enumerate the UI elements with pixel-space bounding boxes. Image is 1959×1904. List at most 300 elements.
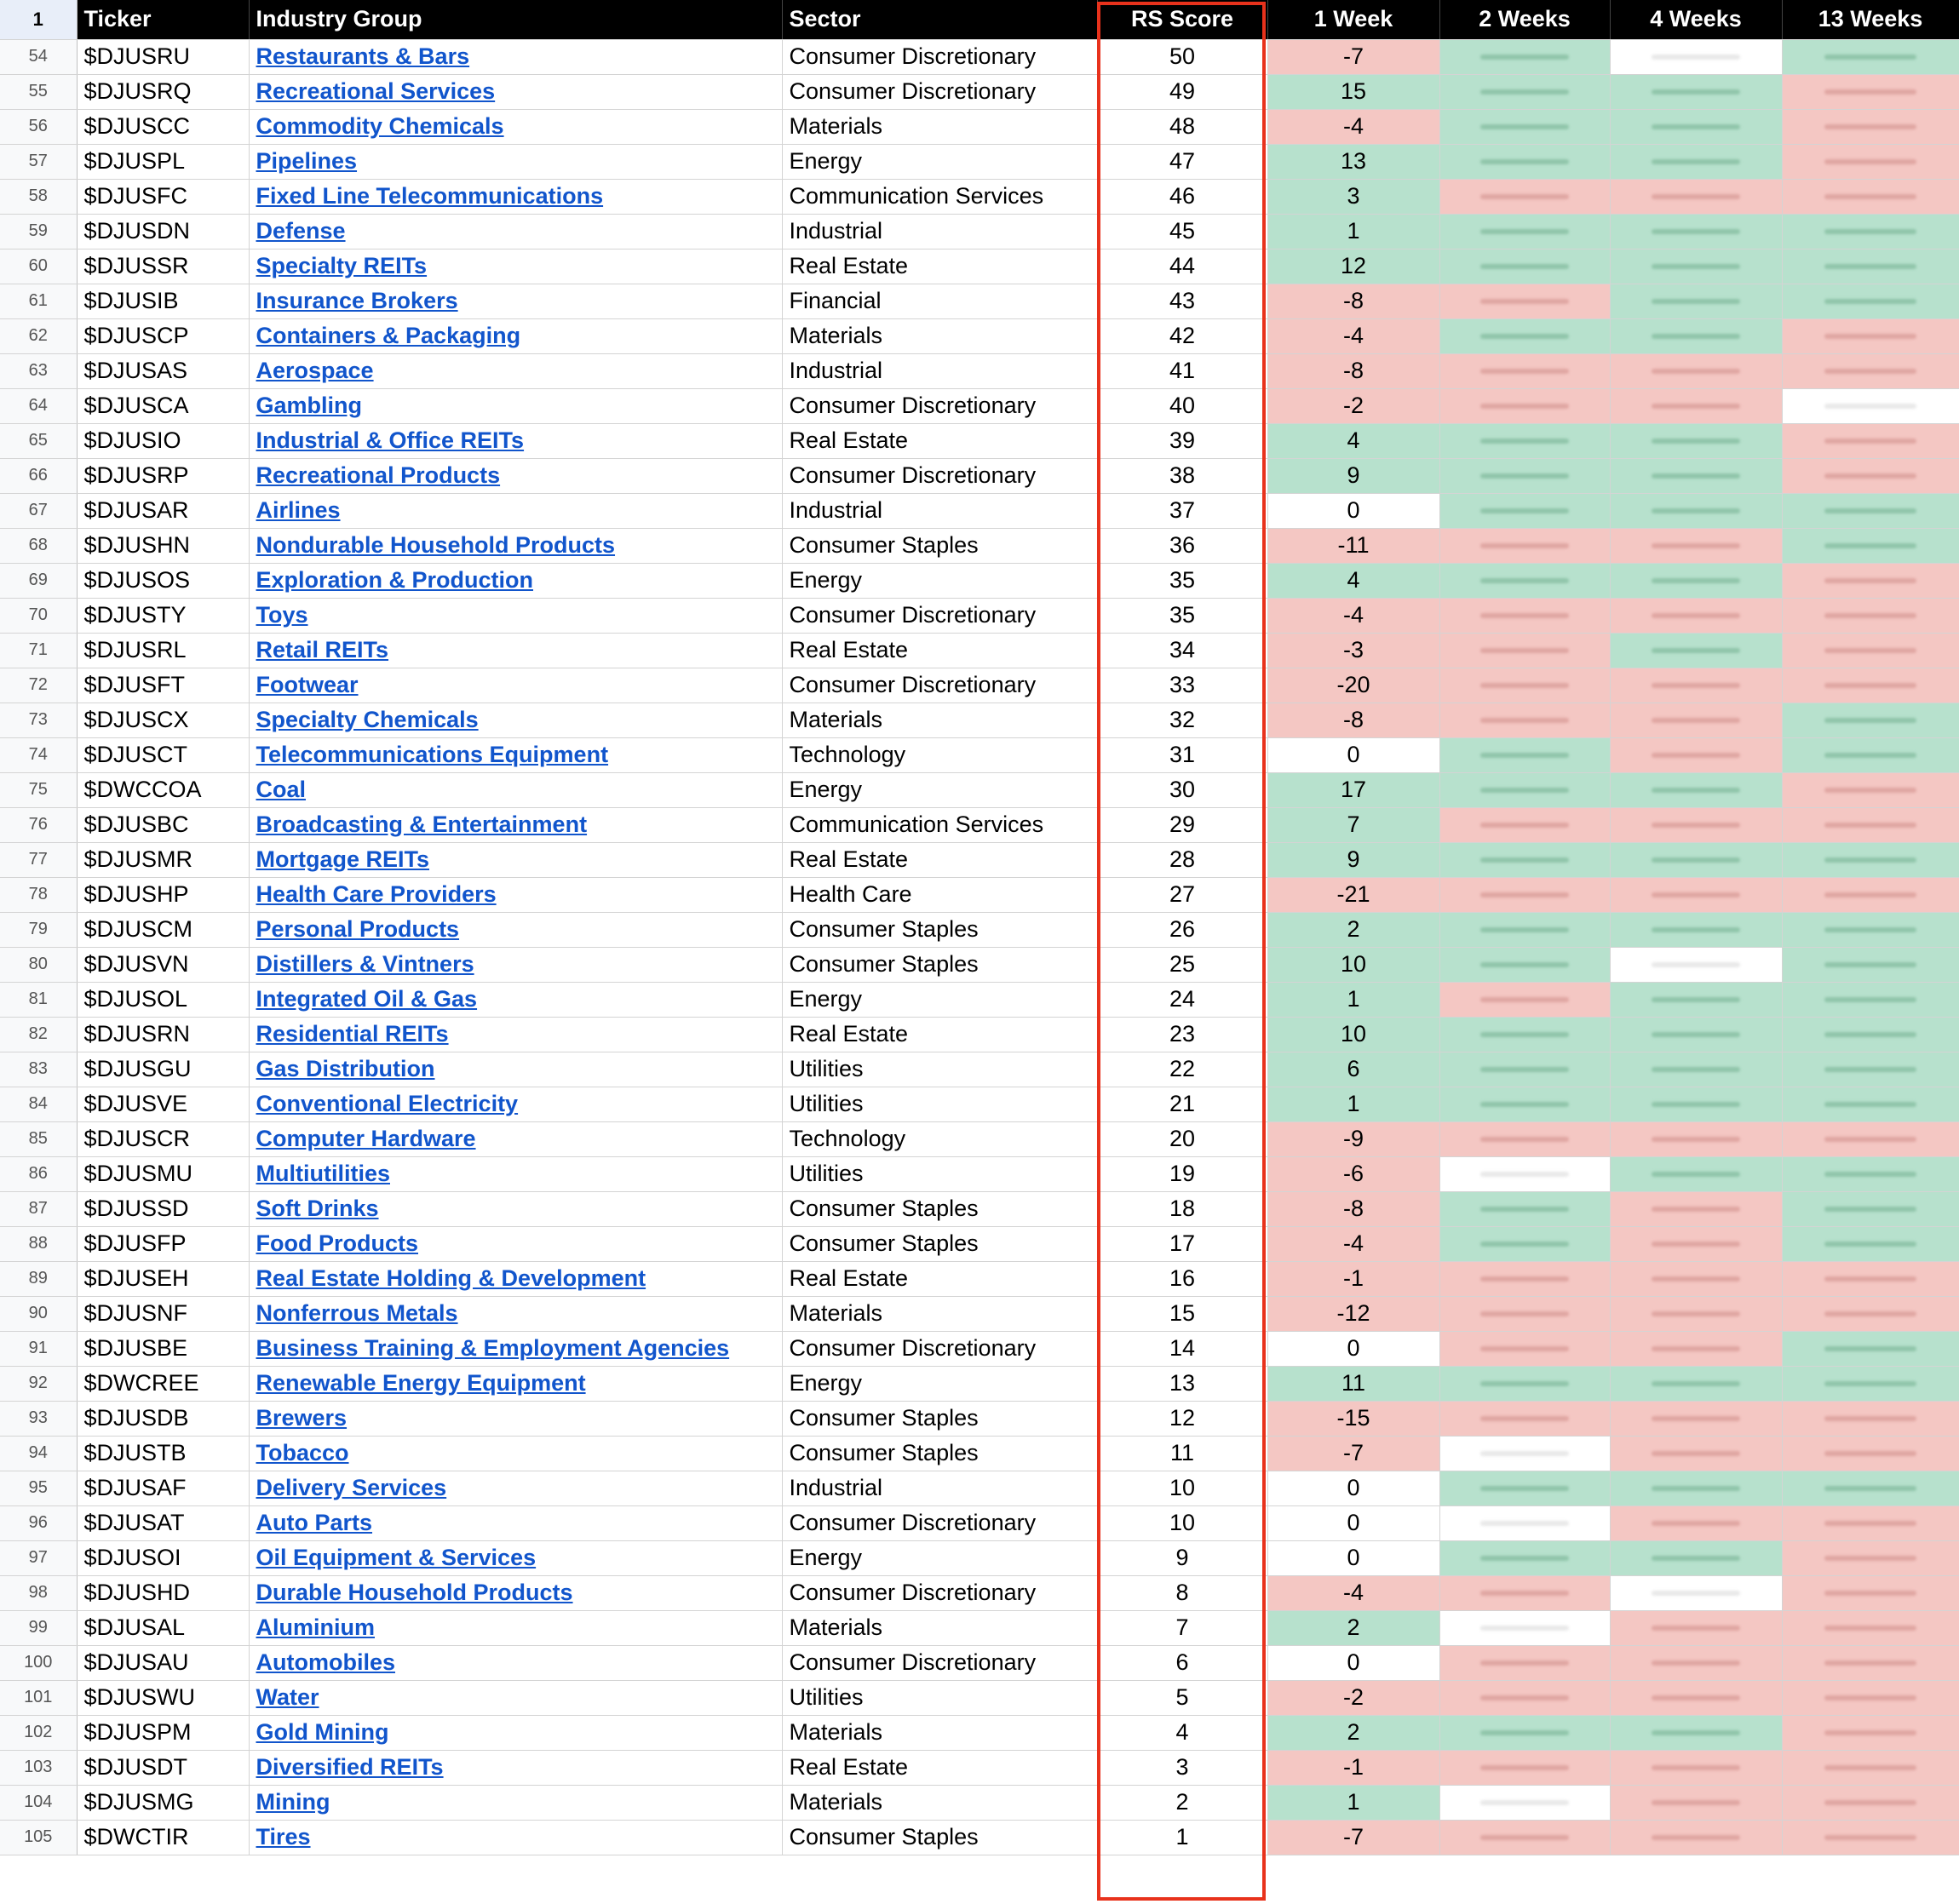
row-number[interactable]: 74 bbox=[0, 737, 77, 772]
industry-group-cell[interactable] bbox=[249, 179, 782, 214]
row-number[interactable]: 87 bbox=[0, 1191, 77, 1226]
sector-cell[interactable]: Energy bbox=[782, 1540, 1097, 1575]
industry-group-cell[interactable] bbox=[249, 74, 782, 109]
one-week-change-cell[interactable]: -3 bbox=[1267, 633, 1439, 668]
one-week-change-cell[interactable]: -7 bbox=[1267, 39, 1439, 74]
rs-score-cell[interactable]: 28 bbox=[1097, 842, 1267, 877]
sector-cell[interactable]: Real Estate bbox=[782, 1750, 1097, 1785]
ticker-cell[interactable]: $DJUSAL bbox=[77, 1610, 249, 1645]
industry-group-link[interactable]: Tires bbox=[256, 1824, 311, 1850]
sector-cell[interactable]: Materials bbox=[782, 703, 1097, 737]
row-number[interactable]: 66 bbox=[0, 458, 77, 493]
row-number[interactable]: 70 bbox=[0, 598, 77, 633]
ticker-cell[interactable]: $DJUSFC bbox=[77, 179, 249, 214]
sector-cell[interactable]: Health Care bbox=[782, 877, 1097, 912]
row-number[interactable]: 62 bbox=[0, 318, 77, 353]
two-week-redacted-cell[interactable] bbox=[1439, 598, 1610, 633]
industry-group-link[interactable]: Specialty Chemicals bbox=[256, 707, 479, 732]
industry-group-link[interactable]: Computer Hardware bbox=[256, 1126, 476, 1151]
ticker-cell[interactable]: $DJUSCA bbox=[77, 388, 249, 423]
row-number[interactable]: 69 bbox=[0, 563, 77, 598]
thirteen-week-redacted-cell[interactable] bbox=[1782, 1575, 1959, 1610]
two-week-redacted-cell[interactable] bbox=[1439, 563, 1610, 598]
column-header-industry-group[interactable]: Industry Group bbox=[249, 0, 782, 39]
two-week-redacted-cell[interactable] bbox=[1439, 1121, 1610, 1156]
ticker-cell[interactable]: $DJUSDT bbox=[77, 1750, 249, 1785]
industry-group-link[interactable]: Brewers bbox=[256, 1405, 348, 1431]
thirteen-week-redacted-cell[interactable] bbox=[1782, 633, 1959, 668]
industry-group-link[interactable]: Footwear bbox=[256, 672, 359, 697]
thirteen-week-redacted-cell[interactable] bbox=[1782, 284, 1959, 318]
sector-cell[interactable]: Real Estate bbox=[782, 842, 1097, 877]
industry-group-cell[interactable] bbox=[249, 144, 782, 179]
two-week-redacted-cell[interactable] bbox=[1439, 74, 1610, 109]
four-week-redacted-cell[interactable] bbox=[1610, 633, 1782, 668]
one-week-change-cell[interactable]: 1 bbox=[1267, 1785, 1439, 1820]
four-week-redacted-cell[interactable] bbox=[1610, 982, 1782, 1017]
industry-group-link[interactable]: Insurance Brokers bbox=[256, 288, 458, 313]
rs-score-cell[interactable]: 11 bbox=[1097, 1436, 1267, 1471]
two-week-redacted-cell[interactable] bbox=[1439, 1261, 1610, 1296]
industry-group-cell[interactable] bbox=[249, 109, 782, 144]
two-week-redacted-cell[interactable] bbox=[1439, 179, 1610, 214]
rs-score-cell[interactable]: 14 bbox=[1097, 1331, 1267, 1366]
thirteen-week-redacted-cell[interactable] bbox=[1782, 947, 1959, 982]
four-week-redacted-cell[interactable] bbox=[1610, 1296, 1782, 1331]
two-week-redacted-cell[interactable] bbox=[1439, 877, 1610, 912]
sector-cell[interactable]: Materials bbox=[782, 1296, 1097, 1331]
industry-group-cell[interactable] bbox=[249, 1121, 782, 1156]
thirteen-week-redacted-cell[interactable] bbox=[1782, 1226, 1959, 1261]
industry-group-link[interactable]: Nonferrous Metals bbox=[256, 1300, 458, 1326]
industry-group-link[interactable]: Delivery Services bbox=[256, 1475, 447, 1500]
one-week-change-cell[interactable]: -8 bbox=[1267, 353, 1439, 388]
rs-score-cell[interactable]: 18 bbox=[1097, 1191, 1267, 1226]
rs-score-cell[interactable]: 36 bbox=[1097, 528, 1267, 563]
row-number[interactable]: 86 bbox=[0, 1156, 77, 1191]
industry-group-link[interactable]: Oil Equipment & Services bbox=[256, 1545, 537, 1570]
four-week-redacted-cell[interactable] bbox=[1610, 1331, 1782, 1366]
ticker-cell[interactable]: $DJUSMR bbox=[77, 842, 249, 877]
rs-score-cell[interactable]: 23 bbox=[1097, 1017, 1267, 1052]
rs-score-cell[interactable]: 3 bbox=[1097, 1750, 1267, 1785]
four-week-redacted-cell[interactable] bbox=[1610, 1052, 1782, 1087]
industry-group-link[interactable]: Multiutilities bbox=[256, 1161, 390, 1186]
thirteen-week-redacted-cell[interactable] bbox=[1782, 598, 1959, 633]
rs-score-cell[interactable]: 43 bbox=[1097, 284, 1267, 318]
one-week-change-cell[interactable]: 6 bbox=[1267, 1052, 1439, 1087]
one-week-change-cell[interactable]: 1 bbox=[1267, 982, 1439, 1017]
rs-score-cell[interactable]: 48 bbox=[1097, 109, 1267, 144]
row-number[interactable]: 92 bbox=[0, 1366, 77, 1401]
two-week-redacted-cell[interactable] bbox=[1439, 214, 1610, 249]
four-week-redacted-cell[interactable] bbox=[1610, 528, 1782, 563]
sector-cell[interactable]: Real Estate bbox=[782, 633, 1097, 668]
thirteen-week-redacted-cell[interactable] bbox=[1782, 1261, 1959, 1296]
row-number[interactable]: 101 bbox=[0, 1680, 77, 1715]
two-week-redacted-cell[interactable] bbox=[1439, 1156, 1610, 1191]
two-week-redacted-cell[interactable] bbox=[1439, 1820, 1610, 1855]
two-week-redacted-cell[interactable] bbox=[1439, 633, 1610, 668]
four-week-redacted-cell[interactable] bbox=[1610, 1715, 1782, 1750]
ticker-cell[interactable]: $DJUSTB bbox=[77, 1436, 249, 1471]
one-week-change-cell[interactable]: 10 bbox=[1267, 947, 1439, 982]
industry-group-link[interactable]: Commodity Chemicals bbox=[256, 113, 504, 139]
row-number[interactable]: 97 bbox=[0, 1540, 77, 1575]
row-number[interactable]: 103 bbox=[0, 1750, 77, 1785]
industry-group-cell[interactable] bbox=[249, 772, 782, 807]
two-week-redacted-cell[interactable] bbox=[1439, 1471, 1610, 1505]
four-week-redacted-cell[interactable] bbox=[1610, 1087, 1782, 1121]
thirteen-week-redacted-cell[interactable] bbox=[1782, 388, 1959, 423]
four-week-redacted-cell[interactable] bbox=[1610, 458, 1782, 493]
two-week-redacted-cell[interactable] bbox=[1439, 1401, 1610, 1436]
thirteen-week-redacted-cell[interactable] bbox=[1782, 1785, 1959, 1820]
industry-group-cell[interactable] bbox=[249, 633, 782, 668]
column-header-2-weeks[interactable]: 2 Weeks bbox=[1439, 0, 1610, 39]
industry-group-link[interactable]: Mortgage REITs bbox=[256, 846, 430, 872]
one-week-change-cell[interactable]: -8 bbox=[1267, 1191, 1439, 1226]
rs-score-cell[interactable]: 46 bbox=[1097, 179, 1267, 214]
rs-score-cell[interactable]: 16 bbox=[1097, 1261, 1267, 1296]
industry-group-link[interactable]: Airlines bbox=[256, 497, 341, 523]
industry-group-link[interactable]: Restaurants & Bars bbox=[256, 43, 470, 69]
industry-group-cell[interactable] bbox=[249, 353, 782, 388]
rs-score-cell[interactable]: 32 bbox=[1097, 703, 1267, 737]
rs-score-cell[interactable]: 22 bbox=[1097, 1052, 1267, 1087]
thirteen-week-redacted-cell[interactable] bbox=[1782, 1715, 1959, 1750]
one-week-change-cell[interactable]: -8 bbox=[1267, 284, 1439, 318]
ticker-cell[interactable]: $DJUSCC bbox=[77, 109, 249, 144]
sector-cell[interactable]: Energy bbox=[782, 982, 1097, 1017]
four-week-redacted-cell[interactable] bbox=[1610, 1226, 1782, 1261]
industry-group-cell[interactable] bbox=[249, 1540, 782, 1575]
one-week-change-cell[interactable]: 1 bbox=[1267, 214, 1439, 249]
ticker-cell[interactable]: $DJUSCR bbox=[77, 1121, 249, 1156]
sector-cell[interactable]: Real Estate bbox=[782, 1261, 1097, 1296]
sector-cell[interactable]: Consumer Staples bbox=[782, 1226, 1097, 1261]
ticker-cell[interactable]: $DJUSBE bbox=[77, 1331, 249, 1366]
four-week-redacted-cell[interactable] bbox=[1610, 877, 1782, 912]
two-week-redacted-cell[interactable] bbox=[1439, 772, 1610, 807]
four-week-redacted-cell[interactable] bbox=[1610, 39, 1782, 74]
industry-group-link[interactable]: Pipelines bbox=[256, 148, 358, 174]
column-header-4-weeks[interactable]: 4 Weeks bbox=[1610, 0, 1782, 39]
industry-group-cell[interactable] bbox=[249, 1261, 782, 1296]
one-week-change-cell[interactable]: -4 bbox=[1267, 598, 1439, 633]
two-week-redacted-cell[interactable] bbox=[1439, 1331, 1610, 1366]
industry-group-link[interactable]: Diversified REITs bbox=[256, 1754, 444, 1780]
sector-cell[interactable]: Technology bbox=[782, 1121, 1097, 1156]
ticker-cell[interactable]: $DJUSSR bbox=[77, 249, 249, 284]
column-header-sector[interactable]: Sector bbox=[782, 0, 1097, 39]
industry-group-cell[interactable] bbox=[249, 388, 782, 423]
sector-cell[interactable]: Communication Services bbox=[782, 179, 1097, 214]
one-week-change-cell[interactable]: -8 bbox=[1267, 703, 1439, 737]
rs-score-cell[interactable]: 9 bbox=[1097, 1540, 1267, 1575]
ticker-cell[interactable]: $DJUSCT bbox=[77, 737, 249, 772]
two-week-redacted-cell[interactable] bbox=[1439, 1610, 1610, 1645]
ticker-cell[interactable]: $DJUSOI bbox=[77, 1540, 249, 1575]
rs-score-cell[interactable]: 30 bbox=[1097, 772, 1267, 807]
sector-cell[interactable]: Consumer Staples bbox=[782, 912, 1097, 947]
row-number[interactable]: 85 bbox=[0, 1121, 77, 1156]
ticker-cell[interactable]: $DJUSGU bbox=[77, 1052, 249, 1087]
row-number[interactable]: 54 bbox=[0, 39, 77, 74]
sector-cell[interactable]: Utilities bbox=[782, 1156, 1097, 1191]
four-week-redacted-cell[interactable] bbox=[1610, 179, 1782, 214]
industry-group-link[interactable]: Distillers & Vintners bbox=[256, 951, 474, 977]
industry-group-link[interactable]: Containers & Packaging bbox=[256, 323, 521, 348]
sector-cell[interactable]: Industrial bbox=[782, 214, 1097, 249]
rs-score-cell[interactable]: 45 bbox=[1097, 214, 1267, 249]
thirteen-week-redacted-cell[interactable] bbox=[1782, 737, 1959, 772]
sector-cell[interactable]: Real Estate bbox=[782, 423, 1097, 458]
ticker-cell[interactable]: $DJUSCX bbox=[77, 703, 249, 737]
two-week-redacted-cell[interactable] bbox=[1439, 1052, 1610, 1087]
row-number[interactable]: 61 bbox=[0, 284, 77, 318]
industry-group-link[interactable]: Fixed Line Telecommunications bbox=[256, 183, 604, 209]
row-number[interactable]: 88 bbox=[0, 1226, 77, 1261]
industry-group-cell[interactable] bbox=[249, 1087, 782, 1121]
rs-score-cell[interactable]: 10 bbox=[1097, 1505, 1267, 1540]
ticker-cell[interactable]: $DWCREE bbox=[77, 1366, 249, 1401]
two-week-redacted-cell[interactable] bbox=[1439, 737, 1610, 772]
two-week-redacted-cell[interactable] bbox=[1439, 353, 1610, 388]
one-week-change-cell[interactable]: -6 bbox=[1267, 1156, 1439, 1191]
ticker-cell[interactable]: $DJUSOL bbox=[77, 982, 249, 1017]
row-number[interactable]: 71 bbox=[0, 633, 77, 668]
one-week-change-cell[interactable]: -4 bbox=[1267, 1226, 1439, 1261]
row-number[interactable]: 72 bbox=[0, 668, 77, 703]
one-week-change-cell[interactable]: 12 bbox=[1267, 249, 1439, 284]
ticker-cell[interactable]: $DJUSRU bbox=[77, 39, 249, 74]
thirteen-week-redacted-cell[interactable] bbox=[1782, 842, 1959, 877]
industry-group-cell[interactable] bbox=[249, 1401, 782, 1436]
thirteen-week-redacted-cell[interactable] bbox=[1782, 1436, 1959, 1471]
thirteen-week-redacted-cell[interactable] bbox=[1782, 318, 1959, 353]
one-week-change-cell[interactable]: 0 bbox=[1267, 493, 1439, 528]
rs-score-cell[interactable]: 6 bbox=[1097, 1645, 1267, 1680]
ticker-cell[interactable]: $DJUSVE bbox=[77, 1087, 249, 1121]
column-header-1-week[interactable]: 1 Week bbox=[1267, 0, 1439, 39]
one-week-change-cell[interactable]: 0 bbox=[1267, 1505, 1439, 1540]
thirteen-week-redacted-cell[interactable] bbox=[1782, 807, 1959, 842]
sector-cell[interactable]: Financial bbox=[782, 284, 1097, 318]
rs-score-cell[interactable]: 50 bbox=[1097, 39, 1267, 74]
two-week-redacted-cell[interactable] bbox=[1439, 1366, 1610, 1401]
row-number[interactable]: 100 bbox=[0, 1645, 77, 1680]
industry-group-link[interactable]: Water bbox=[256, 1684, 319, 1710]
thirteen-week-redacted-cell[interactable] bbox=[1782, 1680, 1959, 1715]
one-week-change-cell[interactable]: 0 bbox=[1267, 1331, 1439, 1366]
four-week-redacted-cell[interactable] bbox=[1610, 807, 1782, 842]
industry-group-cell[interactable] bbox=[249, 842, 782, 877]
rs-score-cell[interactable]: 8 bbox=[1097, 1575, 1267, 1610]
industry-group-cell[interactable] bbox=[249, 249, 782, 284]
two-week-redacted-cell[interactable] bbox=[1439, 528, 1610, 563]
row-number[interactable]: 73 bbox=[0, 703, 77, 737]
row-number[interactable]: 104 bbox=[0, 1785, 77, 1820]
ticker-cell[interactable]: $DJUSOS bbox=[77, 563, 249, 598]
rs-score-cell[interactable]: 31 bbox=[1097, 737, 1267, 772]
four-week-redacted-cell[interactable] bbox=[1610, 1401, 1782, 1436]
four-week-redacted-cell[interactable] bbox=[1610, 1505, 1782, 1540]
two-week-redacted-cell[interactable] bbox=[1439, 1191, 1610, 1226]
sector-cell[interactable]: Consumer Staples bbox=[782, 947, 1097, 982]
column-header-ticker[interactable]: Ticker bbox=[77, 0, 249, 39]
thirteen-week-redacted-cell[interactable] bbox=[1782, 1191, 1959, 1226]
row-number[interactable]: 79 bbox=[0, 912, 77, 947]
sector-cell[interactable]: Materials bbox=[782, 318, 1097, 353]
ticker-cell[interactable]: $DJUSFT bbox=[77, 668, 249, 703]
sector-cell[interactable]: Consumer Discretionary bbox=[782, 458, 1097, 493]
industry-group-cell[interactable] bbox=[249, 1366, 782, 1401]
ticker-cell[interactable]: $DJUSRP bbox=[77, 458, 249, 493]
ticker-cell[interactable]: $DJUSFP bbox=[77, 1226, 249, 1261]
ticker-cell[interactable]: $DJUSIB bbox=[77, 284, 249, 318]
ticker-cell[interactable]: $DJUSEH bbox=[77, 1261, 249, 1296]
two-week-redacted-cell[interactable] bbox=[1439, 109, 1610, 144]
sector-cell[interactable]: Materials bbox=[782, 1785, 1097, 1820]
sector-cell[interactable]: Real Estate bbox=[782, 249, 1097, 284]
four-week-redacted-cell[interactable] bbox=[1610, 1017, 1782, 1052]
rs-score-cell[interactable]: 13 bbox=[1097, 1366, 1267, 1401]
sector-cell[interactable]: Industrial bbox=[782, 1471, 1097, 1505]
row-number[interactable]: 75 bbox=[0, 772, 77, 807]
four-week-redacted-cell[interactable] bbox=[1610, 842, 1782, 877]
four-week-redacted-cell[interactable] bbox=[1610, 74, 1782, 109]
thirteen-week-redacted-cell[interactable] bbox=[1782, 249, 1959, 284]
industry-group-link[interactable]: Soft Drinks bbox=[256, 1196, 379, 1221]
one-week-change-cell[interactable]: 1 bbox=[1267, 1087, 1439, 1121]
sector-cell[interactable]: Industrial bbox=[782, 353, 1097, 388]
sector-cell[interactable]: Energy bbox=[782, 563, 1097, 598]
sector-cell[interactable]: Consumer Discretionary bbox=[782, 388, 1097, 423]
one-week-change-cell[interactable]: 17 bbox=[1267, 772, 1439, 807]
row-number[interactable]: 91 bbox=[0, 1331, 77, 1366]
sector-cell[interactable]: Consumer Staples bbox=[782, 1401, 1097, 1436]
industry-group-cell[interactable] bbox=[249, 1226, 782, 1261]
row-number[interactable]: 64 bbox=[0, 388, 77, 423]
one-week-change-cell[interactable]: -15 bbox=[1267, 1401, 1439, 1436]
row-number[interactable]: 94 bbox=[0, 1436, 77, 1471]
sector-cell[interactable]: Materials bbox=[782, 1610, 1097, 1645]
four-week-redacted-cell[interactable] bbox=[1610, 598, 1782, 633]
two-week-redacted-cell[interactable] bbox=[1439, 318, 1610, 353]
one-week-change-cell[interactable]: 9 bbox=[1267, 458, 1439, 493]
industry-group-cell[interactable] bbox=[249, 458, 782, 493]
thirteen-week-redacted-cell[interactable] bbox=[1782, 109, 1959, 144]
industry-group-link[interactable]: Integrated Oil & Gas bbox=[256, 986, 478, 1012]
thirteen-week-redacted-cell[interactable] bbox=[1782, 1296, 1959, 1331]
two-week-redacted-cell[interactable] bbox=[1439, 284, 1610, 318]
thirteen-week-redacted-cell[interactable] bbox=[1782, 458, 1959, 493]
industry-group-link[interactable]: Mining bbox=[256, 1789, 330, 1815]
sector-cell[interactable]: Consumer Discretionary bbox=[782, 598, 1097, 633]
two-week-redacted-cell[interactable] bbox=[1439, 39, 1610, 74]
two-week-redacted-cell[interactable] bbox=[1439, 1750, 1610, 1785]
row-number[interactable]: 55 bbox=[0, 74, 77, 109]
industry-group-cell[interactable] bbox=[249, 947, 782, 982]
sector-cell[interactable]: Consumer Discretionary bbox=[782, 1645, 1097, 1680]
rs-score-cell[interactable]: 39 bbox=[1097, 423, 1267, 458]
two-week-redacted-cell[interactable] bbox=[1439, 1715, 1610, 1750]
one-week-change-cell[interactable]: -20 bbox=[1267, 668, 1439, 703]
row-number[interactable]: 76 bbox=[0, 807, 77, 842]
two-week-redacted-cell[interactable] bbox=[1439, 423, 1610, 458]
sector-cell[interactable]: Consumer Staples bbox=[782, 1191, 1097, 1226]
industry-group-link[interactable]: Tobacco bbox=[256, 1440, 349, 1465]
rs-score-cell[interactable]: 15 bbox=[1097, 1296, 1267, 1331]
one-week-change-cell[interactable]: 0 bbox=[1267, 1645, 1439, 1680]
industry-group-link[interactable]: Retail REITs bbox=[256, 637, 389, 662]
row-number[interactable]: 81 bbox=[0, 982, 77, 1017]
industry-group-cell[interactable] bbox=[249, 1750, 782, 1785]
ticker-cell[interactable]: $DJUSCP bbox=[77, 318, 249, 353]
thirteen-week-redacted-cell[interactable] bbox=[1782, 1052, 1959, 1087]
industry-group-link[interactable]: Personal Products bbox=[256, 916, 460, 942]
industry-group-cell[interactable] bbox=[249, 214, 782, 249]
industry-group-link[interactable]: Exploration & Production bbox=[256, 567, 534, 593]
four-week-redacted-cell[interactable] bbox=[1610, 1191, 1782, 1226]
ticker-cell[interactable]: $DJUSDB bbox=[77, 1401, 249, 1436]
ticker-cell[interactable]: $DJUSAT bbox=[77, 1505, 249, 1540]
industry-group-cell[interactable] bbox=[249, 39, 782, 74]
four-week-redacted-cell[interactable] bbox=[1610, 703, 1782, 737]
ticker-cell[interactable]: $DJUSDN bbox=[77, 214, 249, 249]
ticker-cell[interactable]: $DJUSAF bbox=[77, 1471, 249, 1505]
row-number[interactable]: 68 bbox=[0, 528, 77, 563]
industry-group-cell[interactable] bbox=[249, 1156, 782, 1191]
ticker-cell[interactable]: $DJUSRN bbox=[77, 1017, 249, 1052]
thirteen-week-redacted-cell[interactable] bbox=[1782, 982, 1959, 1017]
row-number-header[interactable]: 1 bbox=[0, 0, 77, 39]
industry-group-link[interactable]: Toys bbox=[256, 602, 308, 628]
industry-group-cell[interactable] bbox=[249, 668, 782, 703]
one-week-change-cell[interactable]: -1 bbox=[1267, 1261, 1439, 1296]
one-week-change-cell[interactable]: 9 bbox=[1267, 842, 1439, 877]
row-number[interactable]: 83 bbox=[0, 1052, 77, 1087]
four-week-redacted-cell[interactable] bbox=[1610, 493, 1782, 528]
industry-group-cell[interactable] bbox=[249, 493, 782, 528]
industry-group-cell[interactable] bbox=[249, 563, 782, 598]
industry-group-link[interactable]: Nondurable Household Products bbox=[256, 532, 616, 558]
ticker-cell[interactable]: $DJUSVN bbox=[77, 947, 249, 982]
thirteen-week-redacted-cell[interactable] bbox=[1782, 144, 1959, 179]
row-number[interactable]: 82 bbox=[0, 1017, 77, 1052]
industry-group-cell[interactable] bbox=[249, 1820, 782, 1855]
industry-group-cell[interactable] bbox=[249, 807, 782, 842]
four-week-redacted-cell[interactable] bbox=[1610, 563, 1782, 598]
row-number[interactable]: 93 bbox=[0, 1401, 77, 1436]
thirteen-week-redacted-cell[interactable] bbox=[1782, 877, 1959, 912]
rs-score-cell[interactable]: 47 bbox=[1097, 144, 1267, 179]
thirteen-week-redacted-cell[interactable] bbox=[1782, 1017, 1959, 1052]
rs-score-cell[interactable]: 4 bbox=[1097, 1715, 1267, 1750]
four-week-redacted-cell[interactable] bbox=[1610, 1820, 1782, 1855]
industry-group-link[interactable]: Conventional Electricity bbox=[256, 1091, 519, 1116]
two-week-redacted-cell[interactable] bbox=[1439, 1087, 1610, 1121]
rs-score-cell[interactable]: 26 bbox=[1097, 912, 1267, 947]
one-week-change-cell[interactable]: -2 bbox=[1267, 1680, 1439, 1715]
one-week-change-cell[interactable]: 13 bbox=[1267, 144, 1439, 179]
sector-cell[interactable]: Consumer Staples bbox=[782, 528, 1097, 563]
industry-group-link[interactable]: Gambling bbox=[256, 393, 363, 418]
thirteen-week-redacted-cell[interactable] bbox=[1782, 179, 1959, 214]
rs-score-cell[interactable]: 49 bbox=[1097, 74, 1267, 109]
industry-group-cell[interactable] bbox=[249, 1436, 782, 1471]
